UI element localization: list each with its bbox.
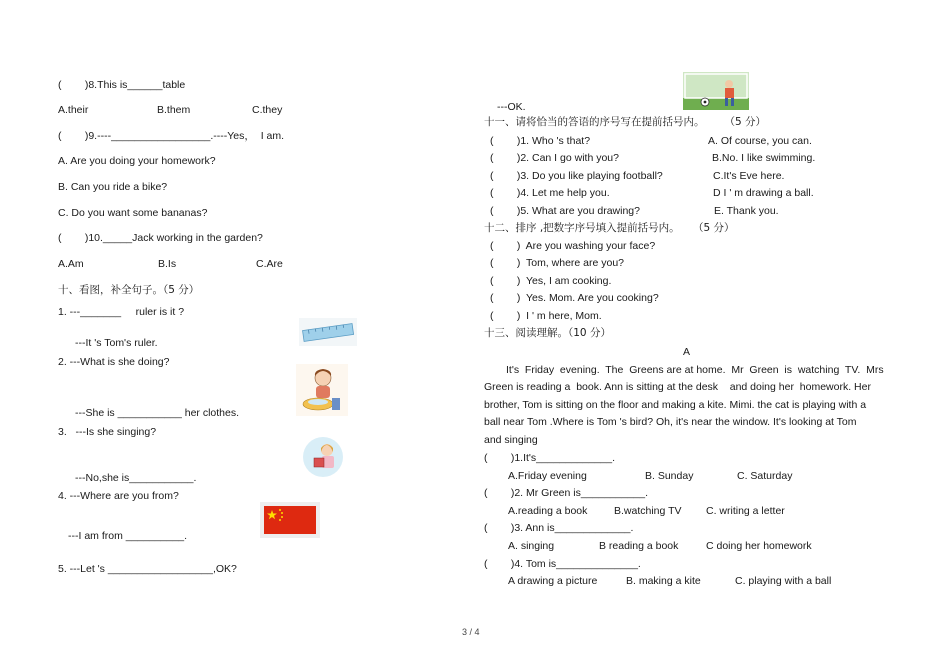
- rc-q2-opt-c: C. writing a letter: [706, 505, 785, 517]
- ruler-picture: [299, 318, 357, 346]
- rc-q3-opt-c: C doing her homework: [706, 540, 812, 552]
- pic-q4-answer: ---I am from __________.: [68, 530, 188, 542]
- section-13-title: 十三、阅读理解。（10 分）: [484, 327, 611, 339]
- s11-a5: E. Thank you.: [714, 205, 779, 217]
- rc-q3-opt-a: A. singing: [508, 540, 555, 552]
- rc-q2-opt-a: A.reading a book: [508, 505, 588, 517]
- q9-option-b: B. Can you ride a bike?: [58, 181, 168, 193]
- q8-option-a: A.their: [58, 104, 89, 116]
- s11-q1: ( )1. Who 's that?: [490, 135, 591, 147]
- s11-a2: B.No. I like swimming.: [712, 152, 816, 164]
- ok-line: ---OK.: [497, 101, 526, 113]
- q10-option-a: A.Am: [58, 258, 84, 270]
- s11-q2: ( )2. Can I go with you?: [490, 152, 619, 164]
- rc-q4-opt-c: C. playing with a ball: [735, 575, 832, 587]
- q8-option-c: C.they: [252, 104, 283, 116]
- rc-q4-opt-b: B. making a kite: [626, 575, 701, 587]
- section-12-title: 十二、排序 ,把数字序号填入提前括号内。 （5 分）: [484, 222, 735, 234]
- rc-q1: ( )1.It's_____________.: [484, 452, 616, 464]
- s11-q3: ( )3. Do you like playing football?: [490, 170, 663, 182]
- reading-girl-picture: [302, 436, 344, 478]
- section-10-title: 十、看图，补全句子。（5 分）: [58, 284, 200, 296]
- s12-item-4: ( ) Yes. Mom. Are you cooking?: [490, 292, 659, 304]
- s12-item-5: ( ) I ' m here, Mom.: [490, 310, 602, 322]
- passage-line-2: Green is reading a book. Ann is sitting at the desk and doing her homework. Her: [484, 381, 871, 393]
- q10-line: ( )10._____Jack working in the garden?: [58, 232, 263, 244]
- pic-q5-line: 5. ---Let 's __________________,OK?: [58, 563, 237, 575]
- rc-q4: ( )4. Tom is______________.: [484, 558, 641, 570]
- rc-q1-opt-a: A.Friday evening: [508, 470, 587, 482]
- rc-q1-opt-b: B. Sunday: [645, 470, 694, 482]
- rc-q2-opt-b: B.watching TV: [614, 505, 682, 517]
- rc-q1-opt-c: C. Saturday: [737, 470, 793, 482]
- pic-q4-line: 4. ---Where are you from?: [58, 490, 179, 502]
- passage-label: A: [683, 346, 691, 358]
- pic-q3-line: 3. ---Is she singing?: [58, 426, 157, 438]
- s11-q5: ( )5. What are you drawing?: [490, 205, 640, 217]
- q8-option-b: B.them: [157, 104, 191, 116]
- football-picture: [683, 72, 749, 110]
- pic-q2-answer: ---She is ___________ her clothes.: [75, 407, 240, 419]
- passage-line-4: ball near Tom .Where is Tom 's bird? Oh, it's near the window. It's looking at Tom: [484, 416, 857, 428]
- q9-option-c: C. Do you want some bananas?: [58, 207, 208, 219]
- s11-q4: ( )4. Let me help you.: [490, 187, 610, 199]
- pic-q1-line: 1. ---_______ ruler is it ?: [58, 306, 185, 318]
- q9-option-a: A. Are you doing your homework?: [58, 155, 216, 167]
- rc-q4-opt-a: A drawing a picture: [508, 575, 598, 587]
- passage-line-1: It's Friday evening. The Greens are at home. Mr Green is watching TV. Mrs: [506, 364, 884, 376]
- s11-a3: C.It's Eve here.: [713, 170, 785, 182]
- pic-q1-answer: ---It 's Tom's ruler.: [75, 337, 158, 349]
- passage-line-3: brother, Tom is sitting on the floor and making a kite. Mimi. the cat is playing with a: [484, 399, 867, 411]
- s12-item-2: ( ) Tom, where are you?: [490, 257, 625, 269]
- section-11-title: 十一、请将恰当的答语的序号写在提前括号内。 （5 分）: [484, 116, 767, 128]
- q10-option-b: B.Is: [158, 258, 177, 270]
- s12-item-3: ( ) Yes, I am cooking.: [490, 275, 612, 287]
- q10-option-c: C.Are: [256, 258, 283, 270]
- s12-item-1: ( ) Are you washing your face?: [490, 240, 656, 252]
- rc-q3-opt-b: B reading a book: [599, 540, 679, 552]
- s11-a1: A. Of course, you can.: [708, 135, 812, 147]
- rc-q2: ( )2. Mr Green is___________.: [484, 487, 649, 499]
- pic-q2-line: 2. ---What is she doing?: [58, 356, 170, 368]
- china-flag-picture: [260, 502, 320, 538]
- page-number: 3 / 4: [462, 627, 480, 637]
- rc-q3: ( )3. Ann is_____________.: [484, 522, 634, 534]
- washing-clothes-picture: [296, 364, 348, 416]
- q8-line: ( )8.This is______table: [58, 79, 186, 91]
- passage-line-5: and singing: [484, 434, 538, 446]
- q9-line: ( )9.----_________________.----Yes， I am.: [58, 130, 285, 142]
- s11-a4: D I ' m drawing a ball.: [713, 187, 814, 199]
- pic-q3-answer: ---No,she is___________.: [75, 472, 197, 484]
